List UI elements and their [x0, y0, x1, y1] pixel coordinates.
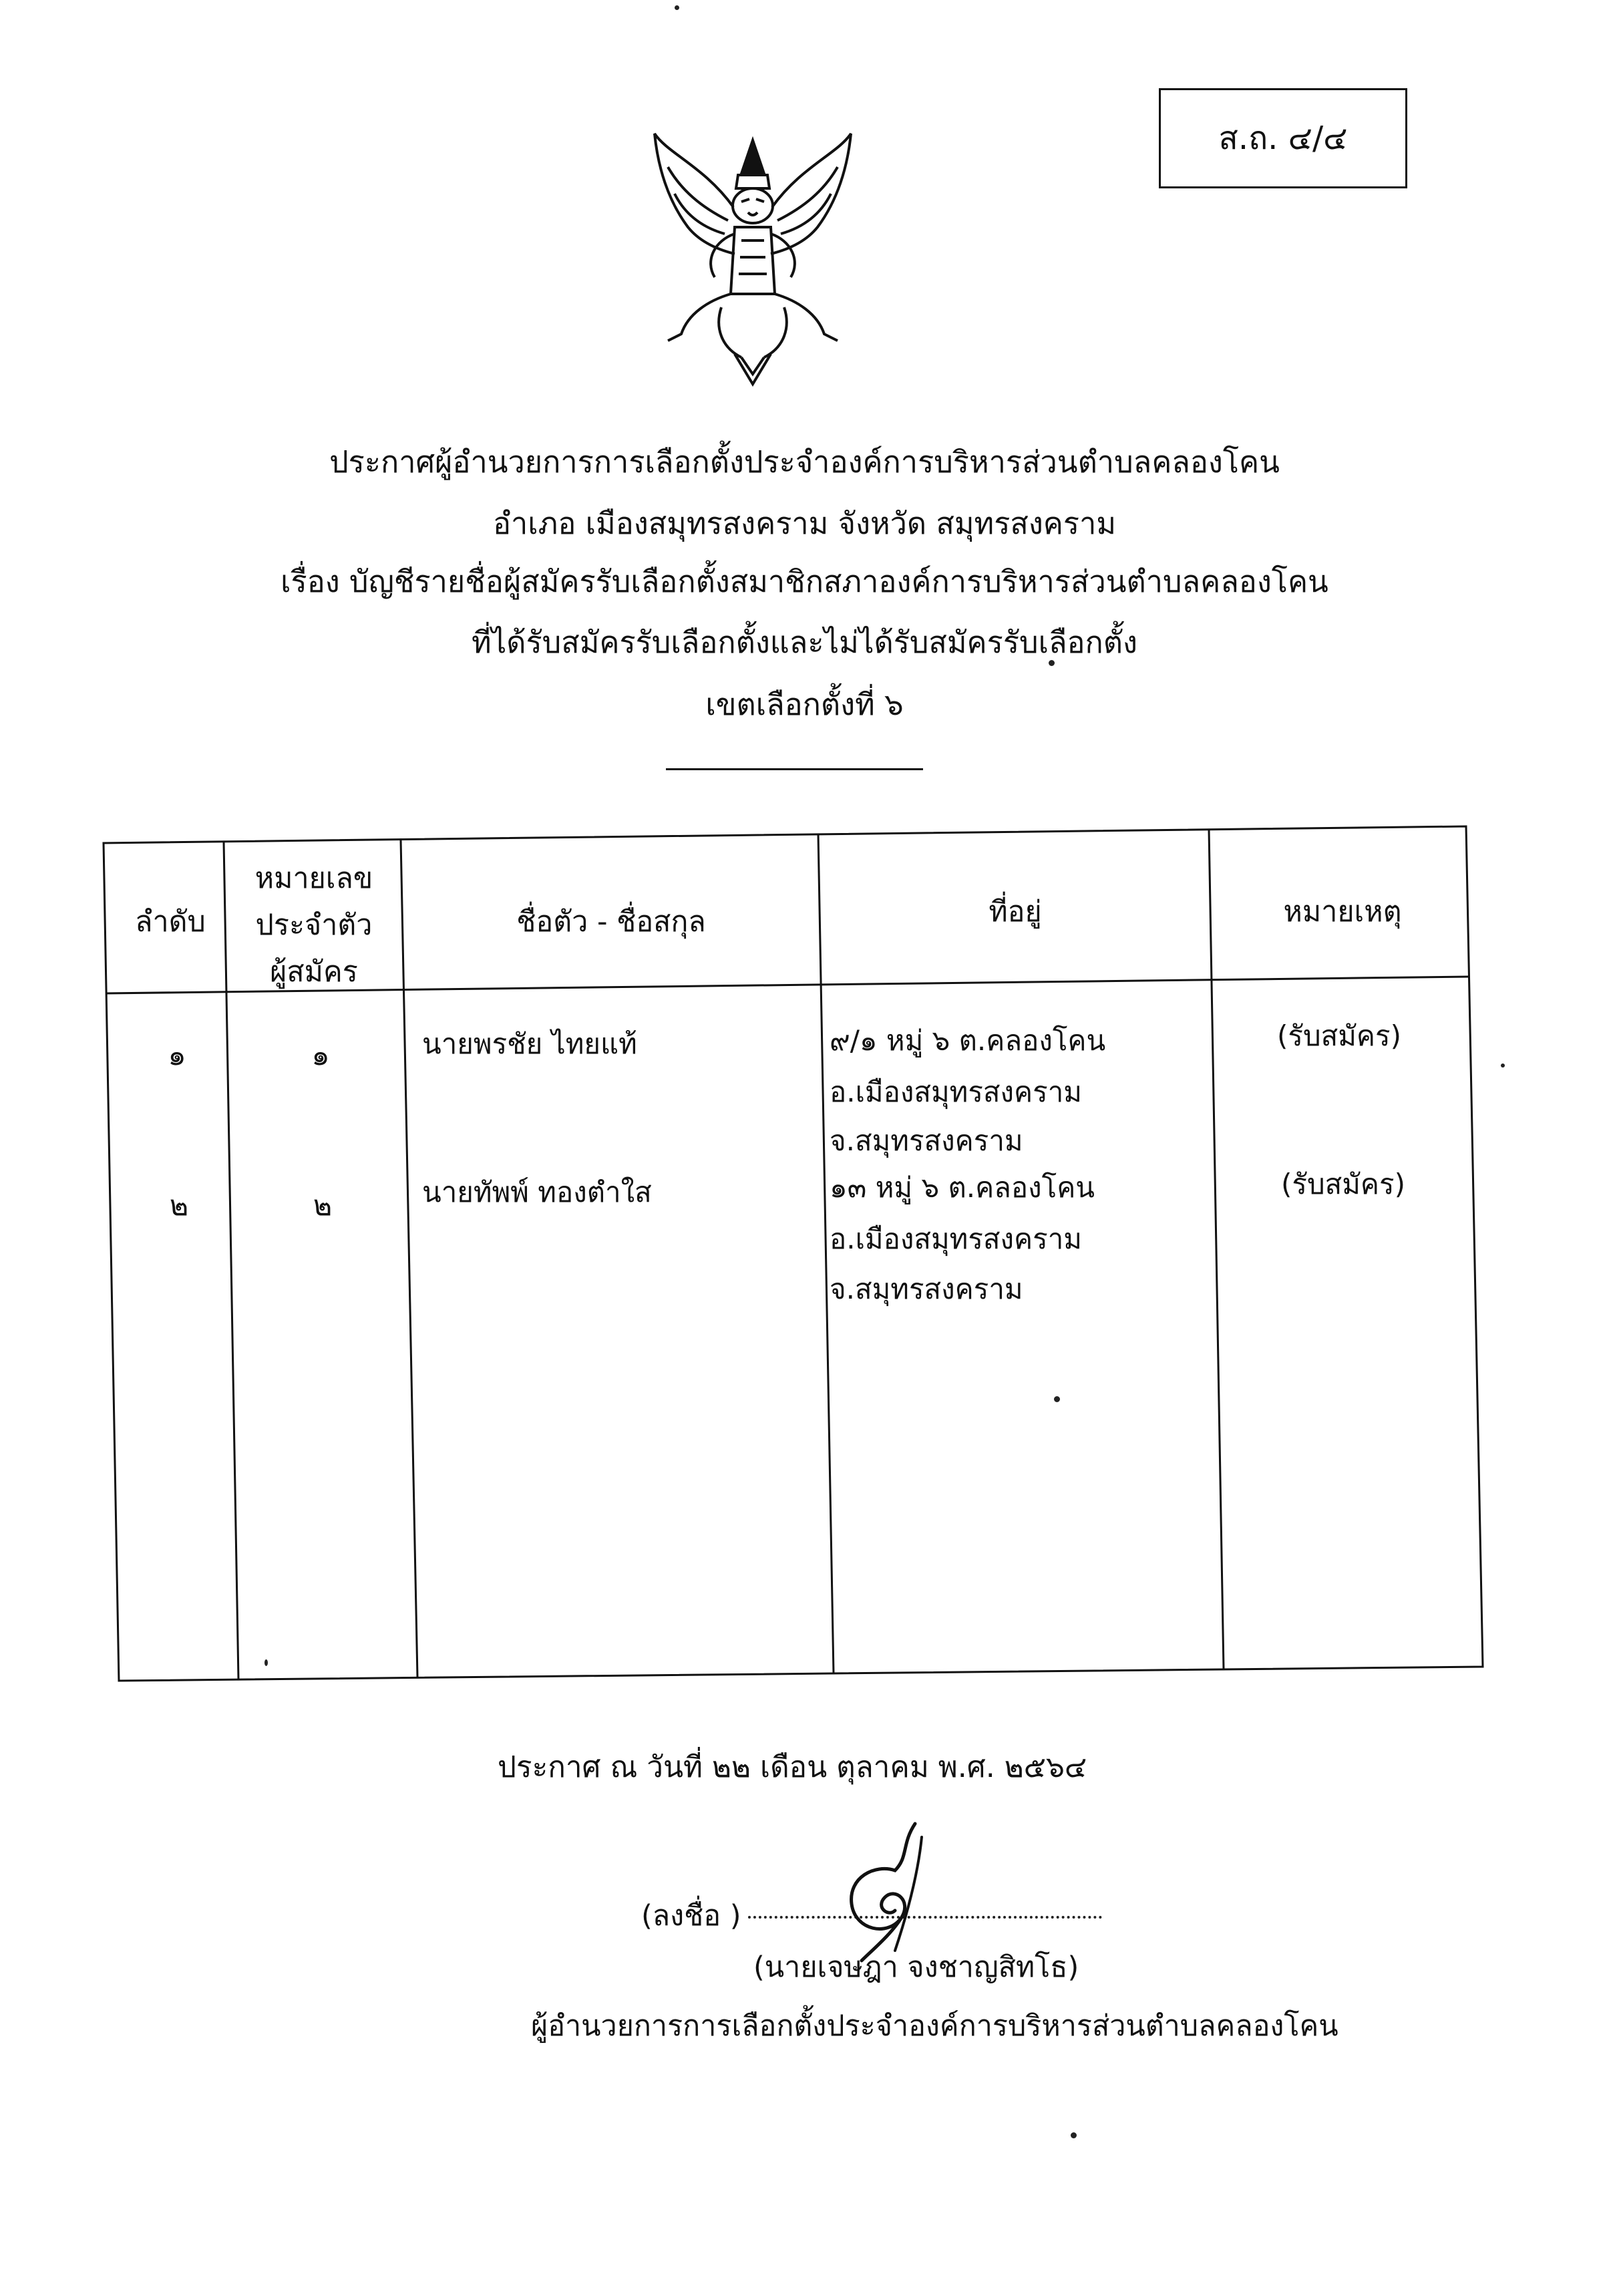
scan-speck — [1054, 1396, 1060, 1402]
heading-line-4: ที่ได้รับสมัครรับเลือกตั้งและไม่ได้รับสมัครรับเลือกตั้ง — [471, 625, 1137, 660]
row1-address-line3: จ.สมุทรสงคราม — [830, 1124, 1023, 1157]
handwritten-signature-icon — [822, 1817, 955, 1964]
row2-address-line1: ๑๓ หมู่ ๖ ต.คลองโคน — [830, 1171, 1095, 1204]
proclamation-date: ประกาศ ณ วันที่ ๒๒ เดือน ตุลาคม พ.ศ. ๒๕๖๔ — [498, 1750, 1087, 1784]
heading-line-2: อำเภอ เมืองสมุทรสงคราม จังหวัด สมุทรสงคราม — [492, 506, 1117, 541]
scan-speck — [675, 5, 679, 10]
signer-name: (นายเจษฎา จงชาญสิทโธ) — [753, 1951, 1079, 1984]
header-number-line2: ประจำตัว — [255, 909, 373, 942]
header-number-line1: หมายเลข — [254, 862, 373, 895]
scan-speck — [1501, 1063, 1505, 1068]
heading-line-5: เขตเลือกตั้งที่ ๖ — [705, 687, 904, 722]
signer-position: ผู้อำนวยการการเลือกตั้งประจำองค์การบริหารส่วนตำบลคลองโคน — [531, 2009, 1338, 2043]
header-remark: หมายเหตุ — [1283, 895, 1402, 929]
row2-remark: (รับสมัคร) — [1281, 1168, 1405, 1200]
heading-line-3: เรื่อง บัญชีรายชื่อผู้สมัครรับเลือกตั้งสมาชิกสภาองค์การบริหารส่วนตำบลคลองโคน — [281, 564, 1328, 599]
row2-address-line2: อ.เมืองสมุทรสงคราม — [830, 1222, 1082, 1255]
signature-label: (ลงชื่อ ) — [641, 1899, 741, 1933]
row2-number: ๒ — [313, 1189, 333, 1222]
row1-name: นายพรชัย ไทยแท้ — [422, 1027, 637, 1060]
row2-order: ๒ — [169, 1189, 189, 1222]
header-number-line3: ผู้สมัคร — [270, 955, 358, 989]
row2-address-line3: จ.สมุทรสงคราม — [830, 1273, 1023, 1305]
form-code: ส.ถ. ๔/๔ — [1218, 120, 1348, 157]
row1-remark: (รับสมัคร) — [1277, 1019, 1401, 1052]
header-address: ที่อยู่ — [989, 895, 1042, 929]
scan-speck — [264, 1659, 268, 1666]
header-order: ลำดับ — [135, 905, 206, 939]
header-name: ชื่อตัว - ชื่อสกุล — [516, 905, 706, 939]
row1-number: ๑ — [311, 1039, 330, 1072]
row1-address-line2: อ.เมืองสมุทรสงคราม — [830, 1076, 1082, 1108]
scan-speck — [1049, 660, 1055, 666]
heading-line-1: ประกาศผู้อำนวยการการเลือกตั้งประจำองค์การบริหารส่วนตำบลคลองโคน — [329, 444, 1280, 480]
row2-name: นายทัพพ์ ทองตำใส — [422, 1176, 652, 1208]
scan-speck — [1071, 2132, 1077, 2138]
row1-order: ๑ — [168, 1039, 186, 1072]
row1-address-line1: ๙/๑ หมู่ ๖ ต.คลองโคน — [830, 1024, 1106, 1057]
